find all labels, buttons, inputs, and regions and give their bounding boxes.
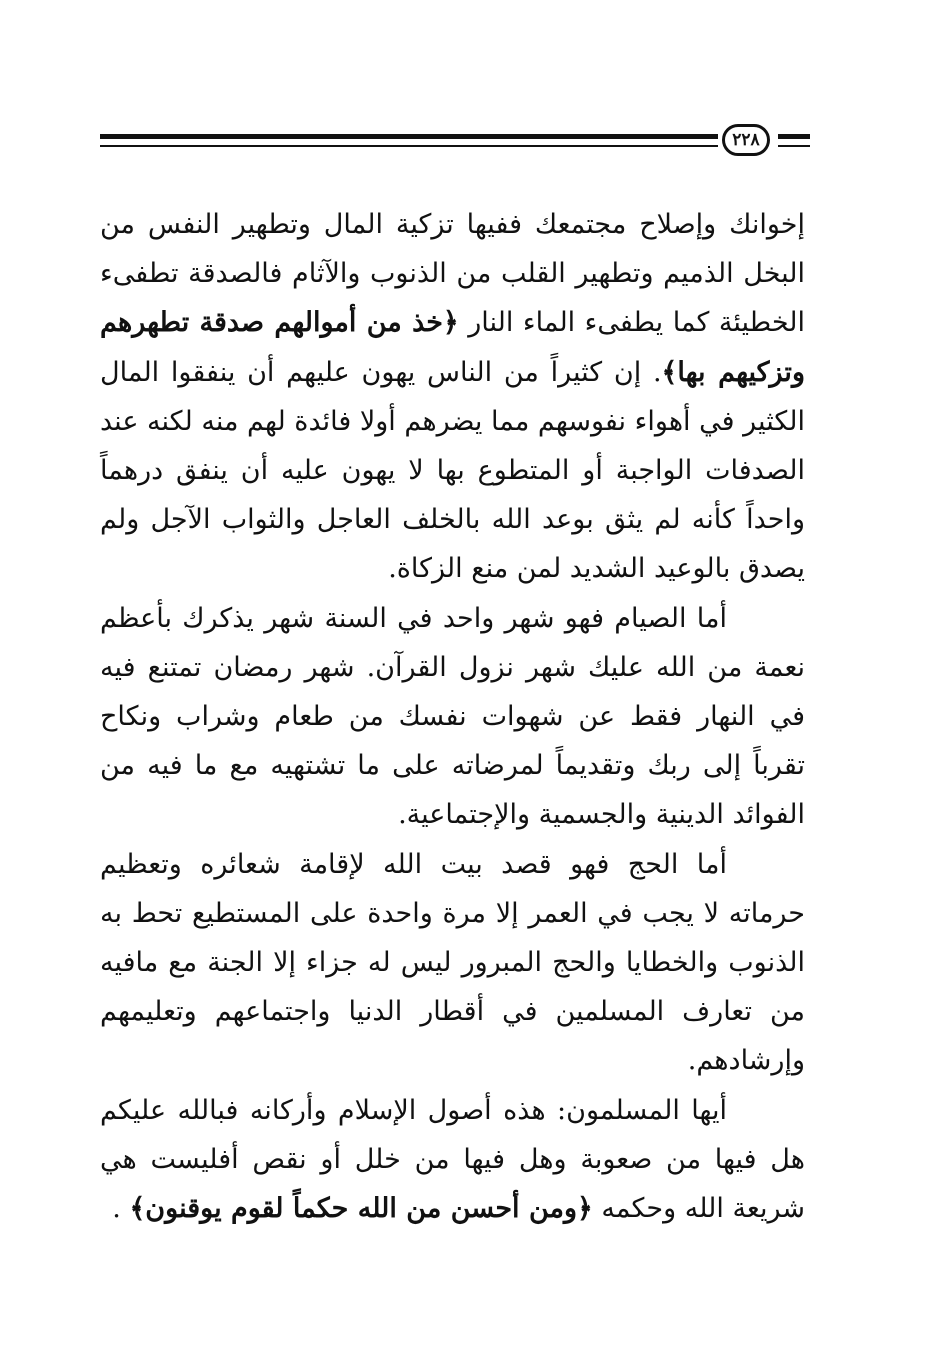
paragraph-fasting [100,594,805,840]
body-text [100,200,805,1233]
text-run: إخوانك وإصلاح مجتمعك ففيها تزكية المال وتطهير النفس من البخل الذميم وتطهير القلب من الذنوب والآثام فالصدقة تطفىء الخطيئة كما يطفىء الماء النار [100,209,805,339]
text-run: أما الحج فهو قصد بيت الله لإقامة شعائره وتعظيم حرماته لا يجب في العمر إلا مرة واحدة على المستطيع تحط به الذنوب والخطايا والحج المبرور ليس له جزاء إلا الجنة مع مافيه من تعارف المسلمين في أقطار الدنيا واجتماعهم وتعليمهم وإرشادهم. [100,848,805,1077]
text-run: أما الصيام فهو شهر واحد في السنة شهر يذكرك بأعظم نعمة من الله عليك شهر نزول القرآن. شهر رمضان تمتنع فيه في النهار فقط عن شهوات نفسك من طعام وشراب ونكاح تقرباً إلى ربك وتقديماً لمرضاته على ما تشتهيه مع ما فيه من الفوائد الدينية والجسمية والإجتماعية. [100,602,805,831]
text-run: أيها المسلمون: هذه أصول الإسلام وأركانه فبالله عليكم هل فيها من صعوبة وهل فيها من خلل أو نقص أفليست هي شريعة الله وحكمه [100,1094,805,1225]
quran-quote: ﴿ومن أحسن من الله حكماً لقوم يوقنون﴾ [129,1193,593,1225]
page-number: ٢٢٨ [722,124,770,156]
header-rule-short [778,134,810,147]
paragraph-zakat [100,200,805,594]
header-rule [100,134,718,147]
paragraph-conclusion [100,1086,805,1234]
quran-quote: ﴿خذ من أموالهم صدقة تطهرهم وتزكيهم بها﴾ [100,307,805,388]
paragraph-hajj [100,840,805,1086]
text-run: . إن كثيراً من الناس يهون عليهم أن ينفقوا المال الكثير في أهواء نفوسهم مما يضرهم أولا فائدة لهم منه لكنه عند الصدفات الواجبة أو المتطوع بها لا يهون عليه أن ينفق درهماً واحداً كأنه لم يثق بوعد الله بالخلف العاجل والثواب الآجل ولم يصدق بالوعيد الشديد لمن منع الزكاة. [100,356,805,585]
page-header [100,124,810,160]
text-run: . [112,1193,130,1225]
